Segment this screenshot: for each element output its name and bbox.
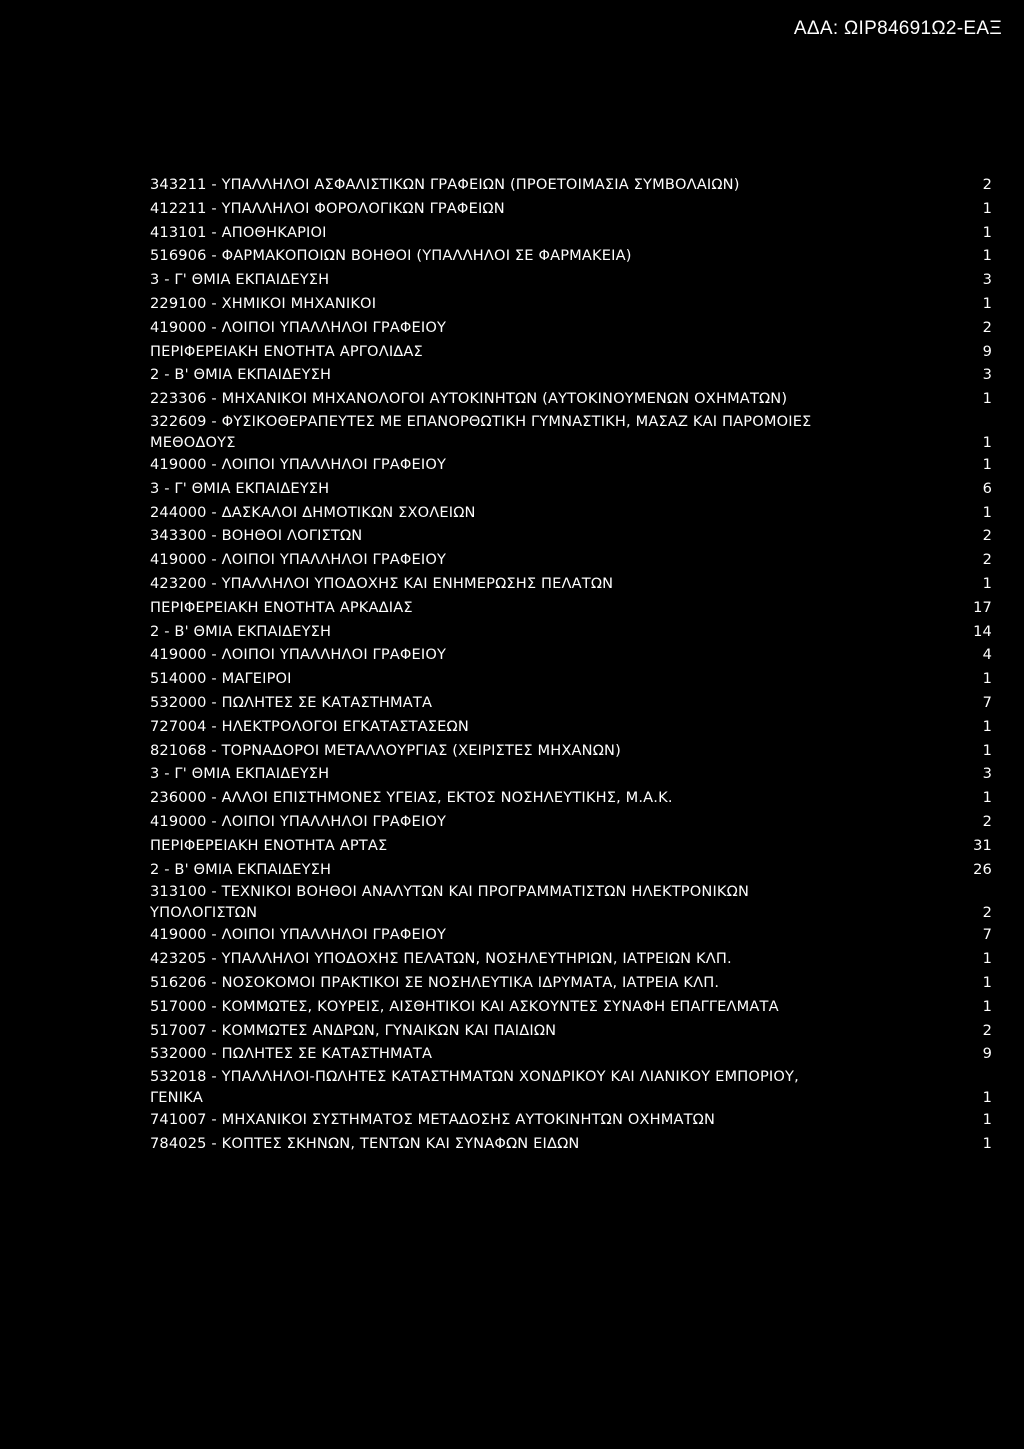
list-row [150,524,992,548]
list-row [150,881,992,923]
list-row [150,197,992,221]
list-row [150,691,992,715]
row-count: 26 [973,860,992,878]
list-row [150,501,992,525]
row-label: 419000 - ΛΟΙΠΟΙ ΥΠΑΛΛΗΛΟΙ ΓΡΑΦΕΙΟΥ [150,455,447,473]
list-row [150,387,992,411]
list-row [150,363,992,387]
row-count: 1 [982,574,992,592]
row-label: 3 - Γ' ΘΜΙΑ ΕΚΠΑΙΔΕΥΣΗ [150,271,330,289]
row-count: 2 [982,904,992,922]
list-row [150,596,992,620]
list-row [150,477,992,501]
row-count: 4 [982,646,992,664]
list-row [150,572,992,596]
row-label: 419000 - ΛΟΙΠΟΙ ΥΠΑΛΛΗΛΟΙ ΓΡΑΦΕΙΟΥ [150,812,447,830]
row-count: 1 [982,199,992,217]
row-count: 1 [982,294,992,312]
list-row [150,548,992,572]
row-count: 1 [982,741,992,759]
row-count: 1 [982,997,992,1015]
row-count: 1 [982,950,992,968]
row-count: 1 [982,223,992,241]
row-label: 2 - Β' ΘΜΙΑ ΕΚΠΑΙΔΕΥΣΗ [150,622,332,640]
list-row [150,411,992,453]
list-row [150,762,992,786]
row-label: 343300 - ΒΟΗΘΟΙ ΛΟΓΙΣΤΩΝ [150,527,363,545]
row-count: 1 [982,1111,992,1129]
list-row [150,810,992,834]
row-count: 1 [982,973,992,991]
list-row [150,268,992,292]
row-label: 532000 - ΠΩΛΗΤΕΣ ΣΕ ΚΑΤΑΣΤΗΜΑΤΑ [150,693,433,711]
row-label: 313100 - ΤΕΧΝΙΚΟΙ ΒΟΗΘΟΙ ΑΝΑΛΥΤΩΝ ΚΑΙ ΠΡΟΓΡΑΜΜΑΤΙΣΤΩΝ ΗΛΕΚΤΡΟΝΙΚΩΝ ΥΠΟΛΟΓΙΣΤΩΝ [150,883,750,922]
row-label: 423205 - ΥΠΑΛΛΗΛΟΙ ΥΠΟΔΟΧΗΣ ΠΕΛΑΤΩΝ, ΝΟΣΗΛΕΥΤΗΡΙΩΝ, ΙΑΤΡΕΙΩΝ ΚΛΠ. [150,950,732,968]
row-label: 343211 - ΥΠΑΛΛΗΛΟΙ ΑΣΦΑΛΙΣΤΙΚΩΝ ΓΡΑΦΕΙΩΝ (ΠΡΟΕΤΟΙΜΑΣΙΑ ΣΥΜΒΟΛΑΙΩΝ) [150,176,740,193]
row-count: 1 [982,503,992,521]
list-row [150,739,992,763]
row-count: 2 [982,318,992,336]
row-label: 727004 - ΗΛΕΚΤΡΟΛΟΓΟΙ ΕΓΚΑΤΑΣΤΑΣΕΩΝ [150,717,469,735]
list-row [150,858,992,882]
list-row [150,244,992,268]
row-count: 3 [982,366,992,384]
row-label: 413101 - ΑΠΟΘΗΚΑΡΙΟΙ [150,223,327,241]
row-label: 516206 - ΝΟΣΟΚΟΜΟΙ ΠΡΑΚΤΙΚΟΙ ΣΕ ΝΟΣΗΛΕΥΤΙΚΑ ΙΔΡΥΜΑΤΑ, ΙΑΤΡΕΙΑ ΚΛΠ. [150,973,720,991]
row-count: 7 [982,693,992,711]
row-label: 419000 - ΛΟΙΠΟΙ ΥΠΑΛΛΗΛΟΙ ΓΡΑΦΕΙΟΥ [150,646,447,664]
row-count: 1 [982,789,992,807]
row-label: 517007 - ΚΟΜΜΩΤΕΣ ΑΝΔΡΩΝ, ΓΥΝΑΙΚΩΝ ΚΑΙ ΠΑΙΔΙΩΝ [150,1021,557,1039]
row-count: 1 [982,717,992,735]
row-count: 2 [982,551,992,569]
row-count: 1 [982,455,992,473]
row-count: 9 [982,1045,992,1063]
list-row [150,947,992,971]
list-row [150,923,992,947]
row-label: 3 - Γ' ΘΜΙΑ ΕΚΠΑΙΔΕΥΣΗ [150,765,330,783]
row-count: 3 [982,271,992,289]
row-label: 532018 - ΥΠΑΛΛΗΛΟΙ-ΠΩΛΗΤΕΣ ΚΑΤΑΣΤΗΜΑΤΩΝ ΧΟΝΔΡΙΚΟΥ ΚΑΙ ΛΙΑΝΙΚΟΥ ΕΜΠΟΡΙΟΥ, ΓΕΝΙΚΑ [150,1068,799,1107]
row-count: 7 [982,926,992,944]
row-label: 516906 - ΦΑΡΜΑΚΟΠΟΙΩΝ ΒΟΗΘΟΙ (ΥΠΑΛΛΗΛΟΙ ΣΕ ΦΑΡΜΑΚΕΙΑ) [150,247,632,265]
row-count: 1 [982,247,992,265]
list-row [150,1108,992,1132]
row-count: 17 [973,598,992,616]
row-label: 517000 - ΚΟΜΜΩΤΕΣ, ΚΟΥΡΕΙΣ, ΑΙΣΘΗΤΙΚΟΙ ΚΑΙ ΑΣΚΟΥΝΤΕΣ ΣΥΝΑΦΗ ΕΠΑΓΓΕΛΜΑΤΑ [150,997,779,1015]
row-count: 14 [973,622,992,640]
row-label: 244000 - ΔΑΣΚΑΛΟΙ ΔΗΜΟΤΙΚΩΝ ΣΧΟΛΕΙΩΝ [150,503,476,521]
row-count: 1 [982,1134,992,1152]
row-label: ΠΕΡΙΦΕΡΕΙΑΚΗ ΕΝΟΤΗΤΑ ΑΡΤΑΣ [150,836,388,854]
list-row [150,715,992,739]
list-row [150,1042,992,1066]
list-row [150,643,992,667]
row-label: ΠΕΡΙΦΕΡΕΙΑΚΗ ΕΝΟΤΗΤΑ ΑΡΓΟΛΙΔΑΣ [150,342,423,360]
list-row [150,173,992,197]
row-label: 532000 - ΠΩΛΗΤΕΣ ΣΕ ΚΑΤΑΣΤΗΜΑΤΑ [150,1045,433,1063]
row-count: 9 [982,342,992,360]
row-label: 2 - Β' ΘΜΙΑ ΕΚΠΑΙΔΕΥΣΗ [150,366,332,384]
row-count: 1 [982,670,992,688]
row-label: 741007 - ΜΗΧΑΝΙΚΟΙ ΣΥΣΤΗΜΑΤΟΣ ΜΕΤΑΔΟΣΗΣ ΑΥΤΟΚΙΝΗΤΩΝ ΟΧΗΜΑΤΩΝ [150,1111,716,1129]
row-label: 821068 - ΤΟΡΝΑΔΟΡΟΙ ΜΕΤΑΛΛΟΥΡΓΙΑΣ (ΧΕΙΡΙΣΤΕΣ ΜΗΧΑΝΩΝ) [150,741,621,759]
row-count: 2 [982,812,992,830]
list-row [150,1019,992,1043]
row-label: 229100 - ΧΗΜΙΚΟΙ ΜΗΧΑΝΙΚΟΙ [150,294,377,312]
list-row [150,667,992,691]
row-label: 223306 - ΜΗΧΑΝΙΚΟΙ ΜΗΧΑΝΟΛΟΓΟΙ ΑΥΤΟΚΙΝΗΤΩΝ (ΑΥΤΟΚΙΝΟΥΜΕΝΩΝ ΟΧΗΜΑΤΩΝ) [150,390,788,408]
row-count: 1 [982,390,992,408]
row-label: 2 - Β' ΘΜΙΑ ΕΚΠΑΙΔΕΥΣΗ [150,860,332,878]
row-count: 1 [982,433,992,451]
ada-document-id: ΑΔΑ: ΩΙΡ84691Ω2-ΕΑΞ [793,18,1002,39]
row-label: 784025 - ΚΟΠΤΕΣ ΣΚΗΝΩΝ, ΤΕΝΤΩΝ ΚΑΙ ΣΥΝΑΦΩΝ ΕΙΔΩΝ [150,1134,580,1152]
list-row [150,995,992,1019]
list-row [150,1066,992,1108]
list-row [150,786,992,810]
list-row [150,1132,992,1156]
row-count: 3 [982,765,992,783]
row-label: 412211 - ΥΠΑΛΛΗΛΟΙ ΦΟΡΟΛΟΓΙΚΩΝ ΓΡΑΦΕΙΩΝ [150,199,505,217]
list-row [150,453,992,477]
row-count: 2 [982,176,992,193]
row-label: 423200 - ΥΠΑΛΛΗΛΟΙ ΥΠΟΔΟΧΗΣ ΚΑΙ ΕΝΗΜΕΡΩΣΗΣ ΠΕΛΑΤΩΝ [150,574,614,592]
row-label: 419000 - ΛΟΙΠΟΙ ΥΠΑΛΛΗΛΟΙ ΓΡΑΦΕΙΟΥ [150,551,447,569]
list-row [150,834,992,858]
row-count: 6 [982,479,992,497]
list-row [150,620,992,644]
row-label: 3 - Γ' ΘΜΙΑ ΕΚΠΑΙΔΕΥΣΗ [150,479,330,497]
row-count: 1 [982,1089,992,1107]
row-label: 419000 - ΛΟΙΠΟΙ ΥΠΑΛΛΗΛΟΙ ΓΡΑΦΕΙΟΥ [150,926,447,944]
list-row [150,340,992,364]
list-row [150,292,992,316]
occupation-list [150,173,992,1156]
row-count: 31 [973,836,992,854]
row-count: 2 [982,527,992,545]
row-label: 236000 - ΑΛΛΟΙ ΕΠΙΣΤΗΜΟΝΕΣ ΥΓΕΙΑΣ, ΕΚΤΟΣ ΝΟΣΗΛΕΥΤΙΚΗΣ, Μ.Α.Κ. [150,789,673,807]
row-label: 419000 - ΛΟΙΠΟΙ ΥΠΑΛΛΗΛΟΙ ΓΡΑΦΕΙΟΥ [150,318,447,336]
list-row [150,316,992,340]
list-row [150,971,992,995]
list-row [150,221,992,245]
row-count: 2 [982,1021,992,1039]
row-label: 322609 - ΦΥΣΙΚΟΘΕΡΑΠΕΥΤΕΣ ΜΕ ΕΠΑΝΟΡΘΩΤΙΚΗ ΓΥΜΝΑΣΤΙΚΗ, ΜΑΣΑΖ ΚΑΙ ΠΑΡΟΜΟΙΕΣ ΜΕΘΟΔΟΥΣ [150,412,812,451]
row-label: ΠΕΡΙΦΕΡΕΙΑΚΗ ΕΝΟΤΗΤΑ ΑΡΚΑΔΙΑΣ [150,598,413,616]
row-label: 514000 - ΜΑΓΕΙΡΟΙ [150,670,292,688]
